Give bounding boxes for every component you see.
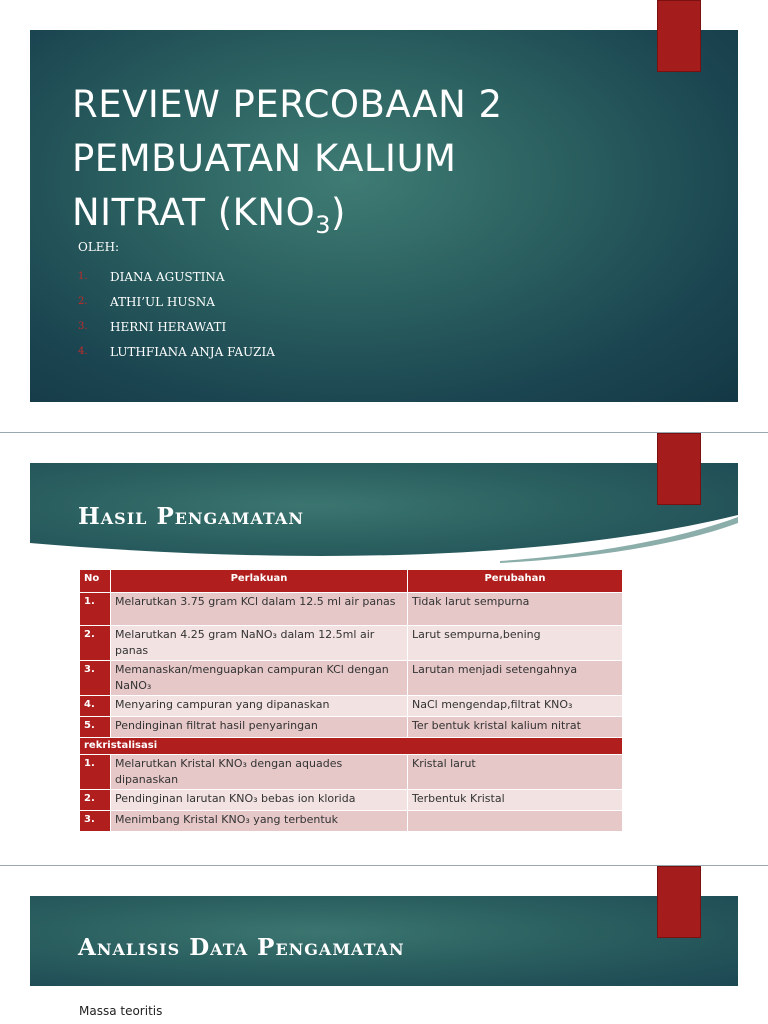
title-line-1: REVIEW PERCOBAAN 2 <box>72 83 503 126</box>
title-line-2: PEMBUATAN KALIUM <box>72 137 457 180</box>
table-row <box>80 593 623 626</box>
massa-teoritis-label: Massa teoritis <box>79 1004 163 1018</box>
slide-divider <box>0 865 768 866</box>
perubahan-cell: Larut sempurna,bening <box>408 626 623 661</box>
title-line-3-text: NITRAT (KNO <box>72 191 316 234</box>
observation-table <box>79 569 623 832</box>
slide-heading: Analisis Data Pengamatan <box>78 934 405 961</box>
perlakuan-cell: Pendinginan larutan KNO₃ bebas ion klorida <box>111 790 408 811</box>
red-tab-decoration <box>657 866 701 938</box>
slide-divider <box>0 432 768 433</box>
author-number: 2. <box>78 296 88 307</box>
perubahan-cell: Ter bentuk kristal kalium nitrat <box>408 717 623 738</box>
section-label: rekristalisasi <box>80 738 623 755</box>
title-line-3 <box>72 186 672 240</box>
author-name: DIANA AGUSTINA <box>110 269 225 284</box>
perubahan-cell <box>408 811 623 832</box>
row-number: 2. <box>80 790 111 811</box>
slide-heading: Hasil Pengamatan <box>78 503 304 530</box>
title-slide <box>30 30 738 402</box>
row-number: 1. <box>80 755 111 790</box>
author-number: 1. <box>78 271 88 282</box>
row-number: 1. <box>80 593 111 626</box>
author-item <box>78 339 275 364</box>
perlakuan-cell: Melarutkan 4.25 gram NaNO₃ dalam 12.5ml air panas <box>111 626 408 661</box>
title-banner <box>30 896 738 986</box>
perubahan-cell: Larutan menjadi setengahnya <box>408 661 623 696</box>
title-line-3-close: ) <box>330 191 346 234</box>
author-number: 4. <box>78 346 88 357</box>
row-number: 4. <box>80 696 111 717</box>
perlakuan-cell: Menyaring campuran yang dipanaskan <box>111 696 408 717</box>
table-row <box>80 790 623 811</box>
header-perlakuan: Perlakuan <box>111 570 408 593</box>
author-name: HERNI HERAWATI <box>110 319 227 334</box>
author-item <box>78 314 275 339</box>
table-row <box>80 626 623 661</box>
table-row <box>80 755 623 790</box>
perlakuan-cell: Pendinginan filtrat hasil penyaringan <box>111 717 408 738</box>
perlakuan-cell: Melarutkan 3.75 gram KCl dalam 12.5 ml air panas <box>111 593 408 626</box>
header-perubahan: Perubahan <box>408 570 623 593</box>
perlakuan-cell: Memanaskan/menguapkan campuran KCl dengan NaNO₃ <box>111 661 408 696</box>
author-item <box>78 289 275 314</box>
perlakuan-cell: Melarutkan Kristal KNO₃ dengan aquades dipanaskan <box>111 755 408 790</box>
author-number: 3. <box>78 321 88 332</box>
oleh-label: OLEH: <box>78 240 120 254</box>
wave-decoration <box>30 509 738 569</box>
perlakuan-cell: Menimbang Kristal KNO₃ yang terbentuk <box>111 811 408 832</box>
author-list <box>78 240 275 364</box>
author-item <box>78 264 275 289</box>
row-number: 2. <box>80 626 111 661</box>
table-row <box>80 717 623 738</box>
red-tab-decoration <box>657 0 701 72</box>
perubahan-cell: Tidak larut sempurna <box>408 593 623 626</box>
red-tab-decoration <box>657 433 701 505</box>
table-row <box>80 811 623 832</box>
author-name: ATHI’UL HUSNA <box>110 294 215 309</box>
perubahan-cell: Terbentuk Kristal <box>408 790 623 811</box>
table-header-row <box>80 570 623 593</box>
row-number: 5. <box>80 717 111 738</box>
perubahan-cell: NaCl mengendap,filtrat KNO₃ <box>408 696 623 717</box>
table-row <box>80 696 623 717</box>
title-banner <box>30 463 738 569</box>
table-row <box>80 661 623 696</box>
section-row <box>80 738 623 755</box>
header-no: No <box>80 570 111 593</box>
slide-title <box>72 78 672 240</box>
title-subscript: 3 <box>315 211 331 239</box>
perubahan-cell: Kristal larut <box>408 755 623 790</box>
row-number: 3. <box>80 811 111 832</box>
row-number: 3. <box>80 661 111 696</box>
author-name: LUTHFIANA ANJA FAUZIA <box>110 344 275 359</box>
